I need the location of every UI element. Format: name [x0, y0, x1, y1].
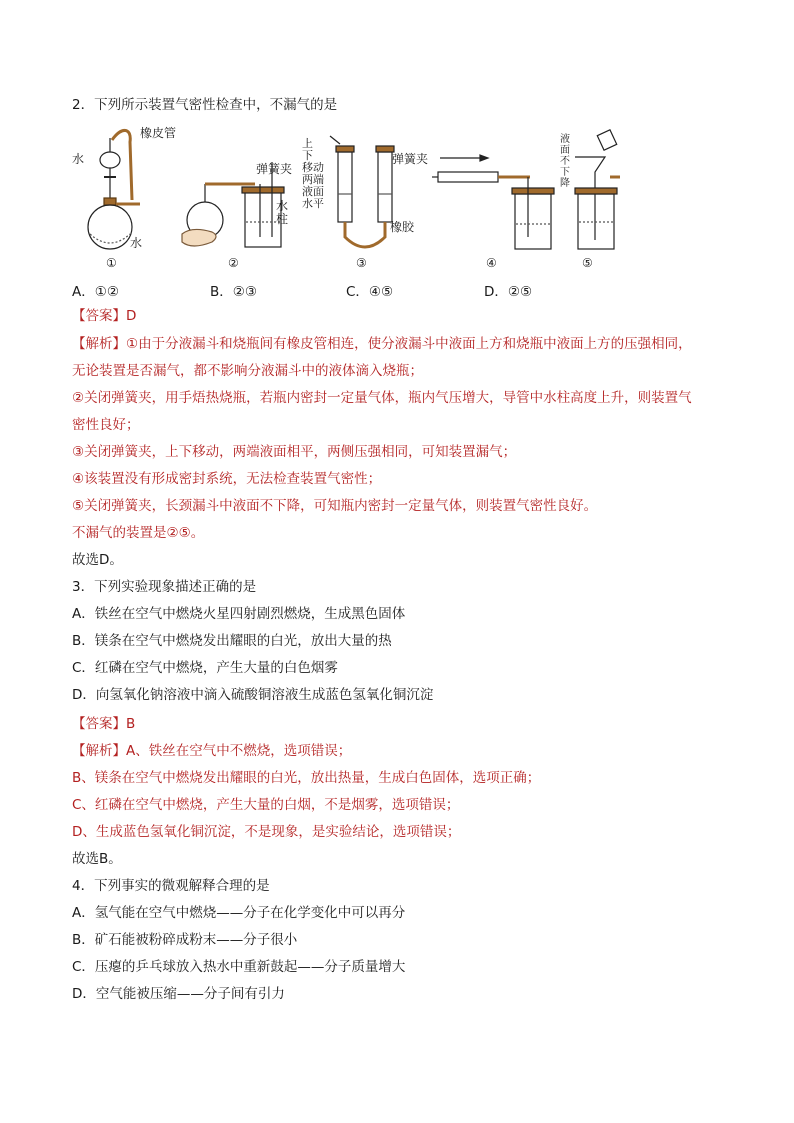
fig-num-1: ① [106, 256, 117, 270]
label-water-bottom: 水 [130, 236, 143, 250]
q3-analysis-line: D、生成蓝色氢氧化铜沉淀，不是现象，是实验结论，选项错误； [72, 824, 461, 840]
analysis-tag: 【解析】 [72, 336, 126, 352]
q3-option-b: B．镁条在空气中燃烧发出耀眼的白光，放出大量的热 [72, 633, 392, 649]
label-move-text: 上 下 移动 两端 液面 水平 [302, 137, 324, 210]
q2-option-d: D．②⑤ [484, 284, 533, 300]
q3-option-d: D．向氢氧化钠溶液中滴入硫酸铜溶液生成蓝色氢氧化铜沉淀 [72, 687, 434, 703]
q4-stem: 4．下列事实的微观解释合理的是 [72, 878, 270, 894]
q3-option-a: A．铁丝在空气中燃烧火星四射剧烈燃烧，生成黑色固体 [72, 606, 406, 622]
sep-funnel-bulb [100, 152, 120, 168]
label-rubber-tube: 橡皮管 [140, 126, 177, 140]
q3-analysis-line: B、镁条在空气中燃烧发出耀眼的白光，放出热量，生成白色固体，选项正确； [72, 770, 541, 786]
q3-option-c: C．红磷在空气中燃烧，产生大量的白色烟雾 [72, 660, 338, 676]
fig-num-5: ⑤ [582, 256, 593, 270]
q2-option-c: C．④⑤ [346, 284, 394, 300]
q2-analysis-line: 无论装置是否漏气，都不影响分液漏斗中的液体滴入烧瓶； [72, 363, 423, 379]
answer-tag: 【答案】 [72, 308, 126, 324]
q2-analysis-line: ③关闭弹簧夹，上下移动，两端液面相平，两侧压强相同，可知装置漏气； [72, 444, 517, 460]
q4-option-b: B．矿石能被粉碎成粉末——分子很小 [72, 932, 298, 948]
apparatus-diagram [60, 122, 620, 272]
q4-option-a: A．氢气能在空气中燃烧——分子在化学变化中可以再分 [72, 905, 406, 921]
analysis-text: ①由于分液漏斗和烧瓶间有橡皮管相连，使分液漏斗中液面上方和烧瓶中液面上方的压强相同， [126, 336, 692, 352]
q2-apparatus-figure [60, 122, 620, 272]
rubber-tube [112, 130, 132, 200]
q2-analysis-line: ②关闭弹簧夹，用手焐热烧瓶，若瓶内密封一定量气体，瓶内气压增大，导管中水柱高度上升，则装置气 [72, 390, 692, 406]
flask-1 [88, 205, 132, 249]
q2-answer [72, 306, 136, 326]
q3-analysis-line: C、红磷在空气中燃烧，产生大量的白烟，不是烟雾，选项错误； [72, 797, 460, 813]
q2-analysis-line: 不漏气的装置是②⑤。 [72, 525, 205, 541]
fig-num-2: ② [228, 256, 239, 270]
q3-stem: 3．下列实验现象描述正确的是 [72, 579, 257, 595]
q2-conclusion: 故选D。 [72, 552, 123, 568]
label-spring-clip-3: 弹簧夹 [392, 152, 429, 166]
q2-analysis-line: ⑤关闭弹簧夹，长颈漏斗中液面不下降，可知瓶内密封一定量气体，则装置气密性良好。 [72, 498, 598, 514]
q2-analysis-line [72, 334, 692, 354]
q2-option-b: B．②③ [210, 284, 257, 300]
q2-stem: 2．下列所示装置气密性检查中，不漏气的是 [72, 97, 338, 113]
label-rubber: 橡胶 [390, 220, 415, 234]
answer-value: B [126, 716, 136, 732]
label-water-column: 水 柱 [276, 199, 289, 226]
fig-num-3: ③ [356, 256, 367, 270]
q2-analysis-line: 密性良好； [72, 417, 140, 433]
q2-analysis-line: ④该装置没有形成密封系统，无法检查装置气密性； [72, 471, 382, 487]
analysis-text: A、铁丝在空气中不燃烧，选项错误； [126, 743, 352, 759]
q3-answer [72, 714, 135, 734]
analysis-tag: 【解析】 [72, 743, 126, 759]
q3-analysis-line [72, 741, 351, 761]
answer-tag: 【答案】 [72, 716, 126, 732]
label-water-left: 水 [72, 152, 85, 166]
q3-conclusion: 故选B。 [72, 851, 122, 867]
q4-option-d: D．空气能被压缩——分子间有引力 [72, 986, 285, 1002]
label-spring-clip-2: 弹簧夹 [256, 162, 293, 176]
q2-options [72, 280, 632, 300]
label-liquid-text: 液 面 不 下 降 [560, 134, 570, 189]
answer-value: D [126, 308, 137, 324]
fig-num-4: ④ [486, 256, 497, 270]
q2-option-a: A．①② [72, 284, 119, 300]
q4-option-c: C．压瘪的乒乓球放入热水中重新鼓起——分子质量增大 [72, 959, 406, 975]
